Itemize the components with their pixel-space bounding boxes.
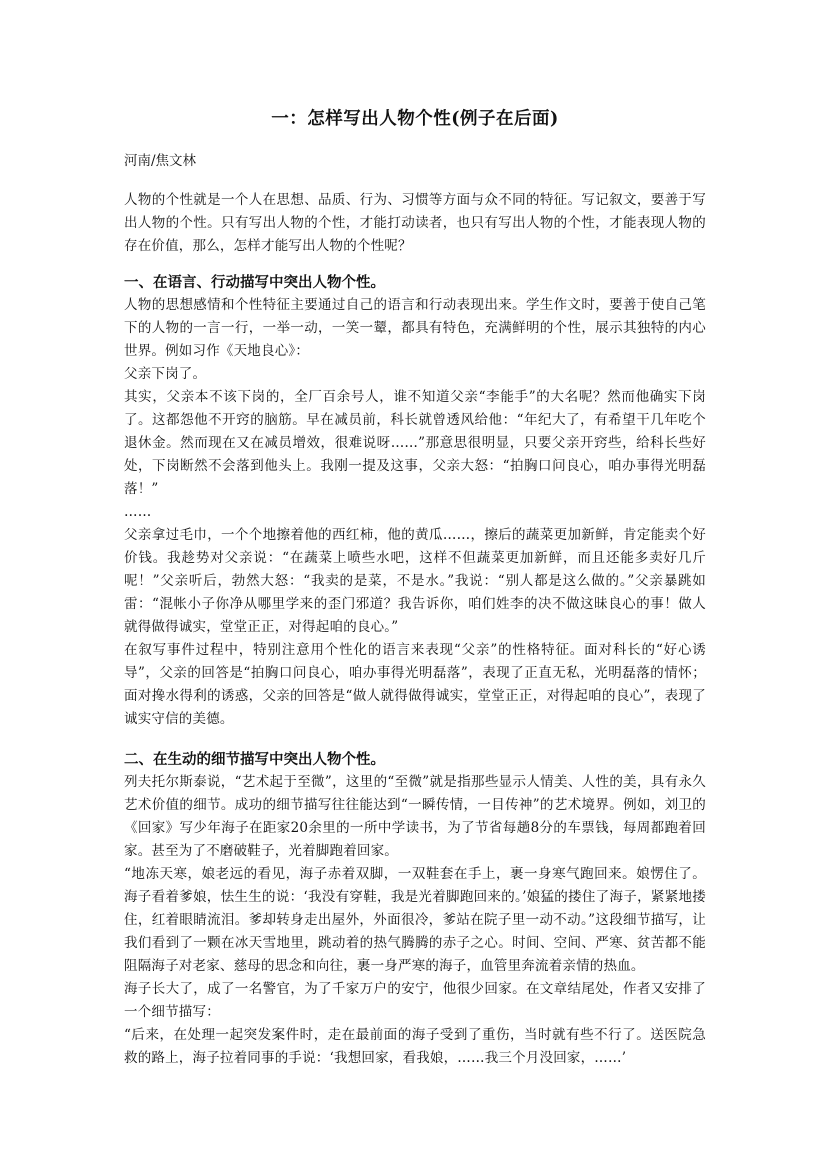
section-1-paragraph: 在叙写事件过程中，特别注意用个性化的语言来表现“父亲”的性格特征。面对科长的“好心诱导”，父亲的回答是“拍胸口问良心，咱办事得光明磊落”，表现了正直无私，光明磊落的情怀；面对搀水得利的诱惑，父亲的回答是“做人就得做得诚实，堂堂正正，对得起咱的良心”，表现了诚实守信的美德。 bbox=[124, 642, 706, 727]
section-1 bbox=[124, 271, 706, 731]
section-1-paragraph: 其实，父亲本不该下岗的，全厂百余号人，谁不知道父亲“李能手”的大名呢？然而他确实下岗了。这都怨他不开窍的脑筋。早在减员前，科长就曾透风给他：“年纪大了，有希望干几年吃个退休金。然而现在又在减员增效，很难说呀……”那意思很明显，只要父亲开窍些，给科长些好处，下岗断然不会落到他头上。我刚一提及这事，父亲大怒：“拍胸口问良心，咱办事得光明磊落！” bbox=[124, 389, 706, 497]
section-1-paragraph: 父亲拿过毛巾，一个个地擦着他的西红柿，他的黄瓜……，擦后的蔬菜更加新鲜，肯定能卖个好价钱。我趁势对父亲说：“在蔬菜上喷些水吧，这样不但蔬菜更加新鲜，而且还能多卖好几斤呢！”父亲听后，勃然大怒：“我卖的是菜，不是水。”我说：“别人都是这么做的。”父亲暴跳如雷：“混帐小子你净从哪里学来的歪门邪道？我告诉你，咱们姓李的决不做这昧良心的事！做人就得做得诚实，堂堂正正，对得起咱的良心。” bbox=[124, 527, 706, 635]
section-2-paragraph: “地冻天寒，娘老远的看见，海子赤着双脚，一双鞋套在手上，裹一身寒气跑回来。娘愣住了。海子看着爹娘，怯生生的说：‘我没有穿鞋，我是光着脚跑回来的。’娘猛的搂住了海子，紧紧地搂住，红着眼睛流泪。爹却转身走出屋外，外面很冷，爹站在院子里一动不动。”这段细节描写，让我们看到了一颗在冰天雪地里，跳动着的热气腾腾的赤子之心。时间、空间、严寒、贫苦都不能阻隔海子对老家、慈母的思念和向往，裹一身严寒的海子，血管里奔流着亲情的热血。 bbox=[124, 866, 706, 974]
section-1-ellipsis: …… bbox=[124, 504, 152, 520]
section-2 bbox=[124, 748, 706, 1070]
document-page bbox=[124, 106, 706, 1070]
intro-paragraph: 人物的个性就是一个人在思想、品质、行为、习惯等方面与众不同的特征。写记叙文，要善于写出人物的个性。只有写出人物的个性，才能打动读者，也只有写出人物的个性，才能表现人物的存在价值，那么，怎样才能写出人物的个性呢？ bbox=[124, 192, 706, 254]
section-1-heading: 一、在语言、行动描写中突出人物个性。 bbox=[124, 274, 385, 291]
author-line: 河南/焦文林 bbox=[124, 153, 197, 169]
section-1-paragraph: 父亲下岗了。 bbox=[124, 366, 207, 382]
section-2-paragraph: 海子长大了，成了一名警官，为了千家万户的安宁，他很少回家。在文章结尾处，作者又安排了一个细节描写： bbox=[124, 981, 706, 1020]
document-title: 一：怎样写出人物个性(例子在后面) bbox=[271, 109, 559, 129]
section-2-heading: 二、在生动的细节描写中突出人物个性。 bbox=[124, 751, 385, 768]
section-2-paragraph: 列夫托尔斯泰说，“艺术起于至微”，这里的“至微”就是指那些显示人情美、人性的美，具有永久艺术价值的细节。成功的细节描写往往能达到“一瞬传情，一目传神”的艺术境界。例如，刘卫的《回家》写少年海子在距家20余里的一所中学读书，为了节省每趟8分的车票钱，每周都跑着回家。甚至为了不磨破鞋子，光着脚跑着回家。 bbox=[124, 774, 706, 859]
section-1-paragraph: 人物的思想感情和个性特征主要通过自己的语言和行动表现出来。学生作文时，要善于使自己笔下的人物的一言一行，一举一动，一笑一颦，都具有特色，充满鲜明的个性，展示其独特的内心世界。例如习作《天地良心》： bbox=[124, 297, 706, 359]
section-2-paragraph: “后来，在处理一起突发案件时，走在最前面的海子受到了重伤，当时就有些不行了。送医院急救的路上，海子拉着同事的手说：‘我想回家，看我娘，……我三个月没回家，……’ bbox=[124, 1027, 706, 1066]
